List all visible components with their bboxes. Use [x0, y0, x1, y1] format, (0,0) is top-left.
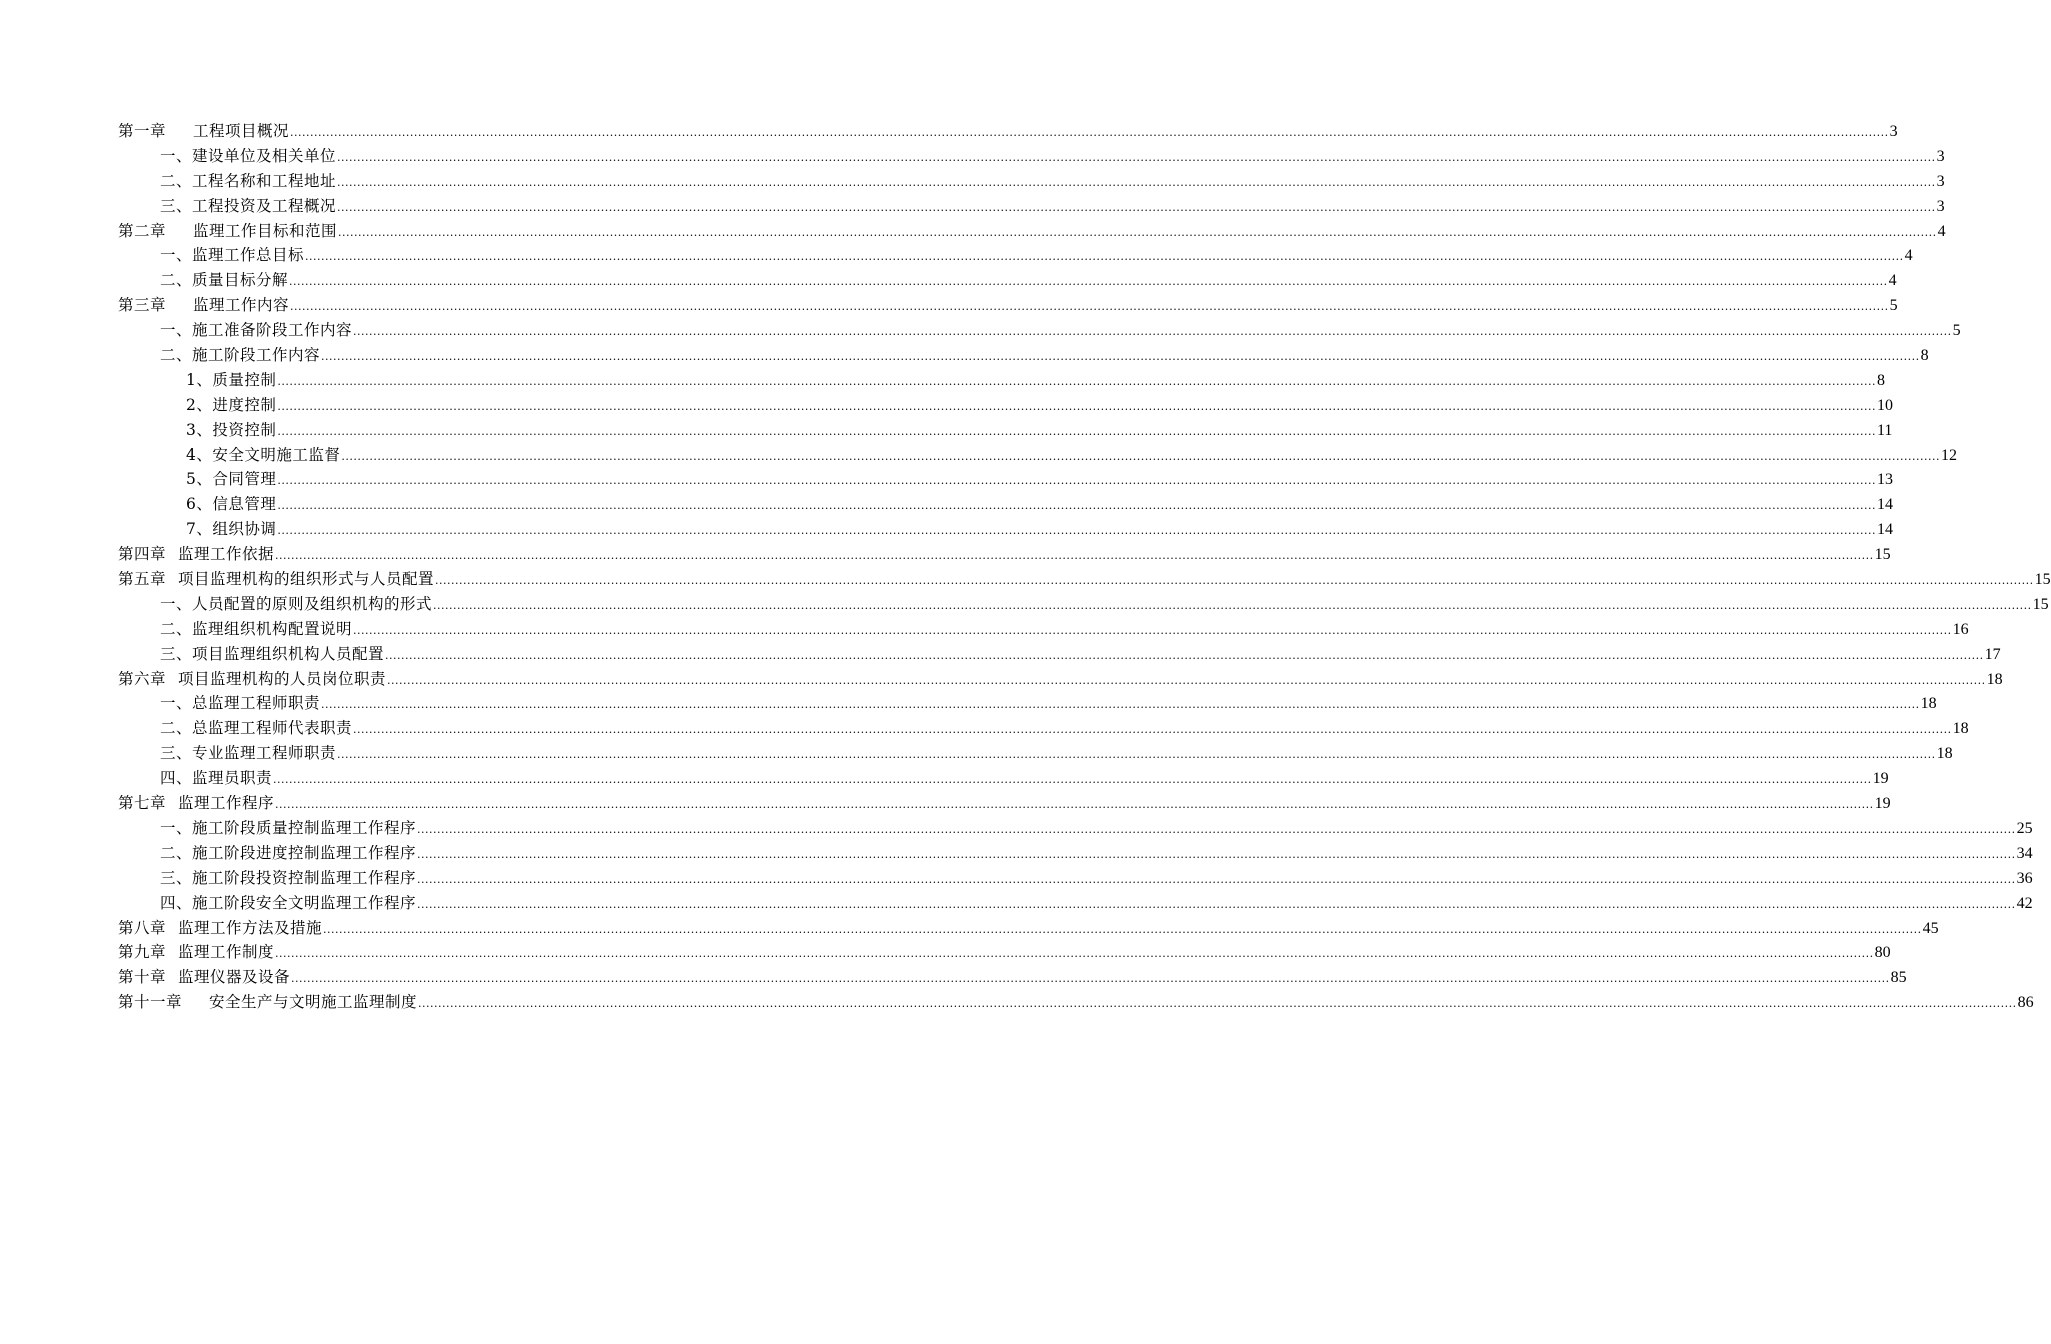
toc-entry[interactable]: [118, 368, 1886, 393]
toc-dot-leader: ................................................................................................................................................................................................................................................................................................................................................................................................................: [289, 275, 1888, 289]
toc-page-number: 85: [1890, 969, 1907, 987]
toc-page-number: 8: [1877, 371, 1886, 389]
toc-dot-leader: ................................................................................................................................................................................................................................................................................................................................................................................................................: [277, 399, 1877, 413]
toc-chapter-number: 第二章: [118, 221, 167, 240]
toc-entry-title: 3、投资控制: [186, 420, 277, 439]
toc-entry[interactable]: [118, 617, 1969, 642]
toc-dot-leader: ................................................................................................................................................................................................................................................................................................................................................................................................................: [387, 673, 1986, 687]
toc-entry[interactable]: [118, 791, 1891, 816]
toc-dot-leader: ................................................................................................................................................................................................................................................................................................................................................................................................................: [417, 847, 2016, 861]
toc-dot-leader: ................................................................................................................................................................................................................................................................................................................................................................................................................: [418, 997, 2017, 1011]
toc-page-number: 15: [2034, 571, 2051, 589]
toc-dot-leader: ................................................................................................................................................................................................................................................................................................................................................................................................................: [321, 350, 1920, 364]
toc-entry[interactable]: [118, 443, 1958, 468]
toc-entry-title: 监理仪器及设备: [178, 968, 291, 987]
toc-chapter-number: 第三章: [118, 296, 167, 315]
toc-page-number: 4: [1937, 222, 1946, 240]
toc-page-number: 18: [1952, 720, 1969, 738]
toc-chapter-number: 第五章: [118, 570, 167, 589]
toc-chapter-number: 第九章: [118, 943, 167, 962]
toc-dot-leader: ................................................................................................................................................................................................................................................................................................................................................................................................................: [417, 822, 2016, 836]
toc-entry[interactable]: [118, 517, 1894, 542]
toc-page-number: 45: [1922, 919, 1939, 937]
toc-page-number: 3: [1889, 123, 1898, 140]
toc-page-number: 13: [1877, 471, 1894, 489]
toc-entry[interactable]: [118, 592, 2049, 617]
toc-page-number: 19: [1874, 795, 1891, 813]
toc-page-number: 86: [2017, 994, 2034, 1012]
toc-entry[interactable]: [118, 691, 1937, 716]
toc-dot-leader: ................................................................................................................................................................................................................................................................................................................................................................................................................: [277, 474, 1877, 488]
toc-chapter-number: 第一章: [118, 122, 167, 140]
toc-entry[interactable]: [118, 990, 2034, 1015]
toc-entry-title: 监理工作目标和范围: [193, 221, 338, 240]
toc-entry[interactable]: [118, 169, 1945, 194]
toc-entry-title: 一、建设单位及相关单位: [160, 146, 337, 165]
toc-entry[interactable]: [118, 891, 2033, 916]
toc-dot-leader: ................................................................................................................................................................................................................................................................................................................................................................................................................: [435, 574, 2034, 588]
toc-dot-leader: ................................................................................................................................................................................................................................................................................................................................................................................................................: [341, 449, 1941, 463]
toc-dot-leader: ................................................................................................................................................................................................................................................................................................................................................................................................................: [321, 698, 1920, 712]
toc-entry-title: 监理工作依据: [178, 545, 275, 564]
toc-entry-title: 一、施工准备阶段工作内容: [160, 321, 353, 340]
toc-entry[interactable]: [118, 816, 2033, 841]
toc-entry-title: 5、合同管理: [186, 470, 277, 489]
toc-dot-leader: ................................................................................................................................................................................................................................................................................................................................................................................................................: [417, 897, 2016, 911]
toc-page-number: 25: [2016, 819, 2033, 837]
toc-page-number: 3: [1936, 197, 1945, 215]
toc-chapter-number: 第四章: [118, 545, 167, 564]
toc-entry-title: 三、项目监理组织机构人员配置: [160, 644, 385, 663]
toc-entry-title: 二、工程名称和工程地址: [160, 171, 337, 190]
toc-entry[interactable]: [118, 542, 1891, 567]
toc-entry-title: 监理工作程序: [178, 794, 275, 813]
toc-dot-leader: ................................................................................................................................................................................................................................................................................................................................................................................................................: [337, 175, 1936, 189]
toc-dot-leader: ................................................................................................................................................................................................................................................................................................................................................................................................................: [290, 126, 1889, 139]
toc-dot-leader: ................................................................................................................................................................................................................................................................................................................................................................................................................: [385, 648, 1984, 662]
toc-entry[interactable]: [118, 268, 1897, 293]
toc-page-number: 34: [2016, 844, 2033, 862]
toc-entry-title: 项目监理机构的组织形式与人员配置: [178, 570, 435, 589]
toc-entry[interactable]: [118, 716, 1969, 741]
toc-page-number: 36: [2016, 869, 2033, 887]
toc-entry-title: 监理工作方法及措施: [178, 918, 323, 937]
toc-page-number: 8: [1920, 347, 1929, 365]
toc-dot-leader: ................................................................................................................................................................................................................................................................................................................................................................................................................: [417, 872, 2016, 886]
toc-dot-leader: ................................................................................................................................................................................................................................................................................................................................................................................................................: [337, 150, 1936, 164]
toc-page-number: 18: [1936, 745, 1953, 763]
toc-page-number: 18: [1986, 670, 2003, 688]
toc-chapter-number: 第十一章: [118, 993, 183, 1012]
toc-entry-title: 四、监理员职责: [160, 769, 273, 788]
toc-entry[interactable]: [118, 667, 2003, 692]
toc-entry[interactable]: [118, 567, 2051, 592]
toc-dot-leader: ................................................................................................................................................................................................................................................................................................................................................................................................................: [290, 300, 1889, 314]
toc-entry[interactable]: [118, 965, 1907, 990]
toc-dot-leader: ................................................................................................................................................................................................................................................................................................................................................................................................................: [353, 325, 1952, 339]
toc-entry-title: 二、总监理工程师代表职责: [160, 719, 353, 738]
toc-entry[interactable]: [118, 467, 1894, 492]
toc-dot-leader: ................................................................................................................................................................................................................................................................................................................................................................................................................: [323, 922, 1922, 936]
toc-entry[interactable]: [118, 642, 2001, 667]
toc-dot-leader: ................................................................................................................................................................................................................................................................................................................................................................................................................: [275, 798, 1874, 812]
toc-entry[interactable]: [118, 418, 1893, 443]
toc-entry[interactable]: [118, 318, 1961, 343]
toc-chapter-number: 第十章: [118, 968, 167, 987]
toc-entry[interactable]: [118, 741, 1953, 766]
toc-entry-title: 二、施工阶段进度控制监理工作程序: [160, 843, 417, 862]
toc-entry-title: 7、组织协调: [186, 520, 277, 539]
toc-entry[interactable]: [118, 144, 1945, 169]
toc-entry-title: 四、施工阶段安全文明监理工作程序: [160, 893, 417, 912]
toc-dot-leader: ................................................................................................................................................................................................................................................................................................................................................................................................................: [291, 972, 1890, 986]
toc-chapter-number: 第六章: [118, 669, 167, 688]
toc-entry-title: 2、进度控制: [186, 395, 277, 414]
toc-page-number: 12: [1941, 446, 1958, 464]
toc-dot-leader: ................................................................................................................................................................................................................................................................................................................................................................................................................: [277, 424, 1877, 438]
toc-page-number: 15: [1874, 546, 1891, 564]
toc-page-number: 14: [1877, 521, 1894, 539]
toc-entry[interactable]: [118, 393, 1894, 418]
toc-page-number: 3: [1936, 147, 1945, 165]
toc-entry-title: 安全生产与文明施工监理制度: [209, 993, 418, 1012]
toc-entry-title: 二、施工阶段工作内容: [160, 346, 321, 365]
toc-entry-title: 6、信息管理: [186, 495, 277, 514]
toc-dot-leader: ................................................................................................................................................................................................................................................................................................................................................................................................................: [305, 250, 1904, 264]
toc-page-number: 10: [1877, 396, 1894, 414]
toc-entry-title: 4、安全文明施工监督: [186, 445, 341, 464]
toc-entry[interactable]: [118, 940, 1891, 965]
toc-entry[interactable]: [118, 492, 1894, 517]
toc-page-number: 5: [1952, 322, 1961, 340]
toc-entry[interactable]: [118, 866, 2033, 891]
toc-dot-leader: ................................................................................................................................................................................................................................................................................................................................................................................................................: [353, 623, 1952, 637]
toc-entry[interactable]: [118, 841, 2033, 866]
toc-dot-leader: ................................................................................................................................................................................................................................................................................................................................................................................................................: [277, 524, 1877, 538]
toc-dot-leader: ................................................................................................................................................................................................................................................................................................................................................................................................................: [273, 773, 1872, 787]
table-of-contents: [118, 119, 2051, 1015]
toc-dot-leader: ................................................................................................................................................................................................................................................................................................................................................................................................................: [337, 748, 1936, 762]
toc-entry-title: 项目监理机构的人员岗位职责: [178, 669, 387, 688]
toc-entry-title: 1、质量控制: [186, 370, 277, 389]
toc-entry-title: 监理工作制度: [178, 943, 275, 962]
toc-entry-title: 一、监理工作总目标: [160, 246, 305, 265]
toc-entry-title: 监理工作内容: [193, 296, 290, 315]
toc-entry-title: 工程项目概况: [193, 122, 290, 140]
toc-dot-leader: ................................................................................................................................................................................................................................................................................................................................................................................................................: [275, 549, 1874, 563]
toc-page-number: 5: [1889, 297, 1898, 315]
toc-page-number: 17: [1984, 645, 2001, 663]
toc-entry[interactable]: [118, 119, 1898, 144]
toc-page-number: 18: [1920, 695, 1937, 713]
toc-entry-title: 二、质量目标分解: [160, 271, 289, 290]
toc-entry[interactable]: [118, 293, 1898, 318]
toc-entry[interactable]: [118, 194, 1945, 219]
toc-page-number: 14: [1877, 496, 1894, 514]
toc-page-number: 16: [1952, 620, 1969, 638]
toc-page-number: 80: [1874, 944, 1891, 962]
toc-entry[interactable]: [118, 343, 1929, 368]
toc-dot-leader: ................................................................................................................................................................................................................................................................................................................................................................................................................: [277, 499, 1877, 513]
toc-entry-title: 一、施工阶段质量控制监理工作程序: [160, 818, 417, 837]
toc-dot-leader: ................................................................................................................................................................................................................................................................................................................................................................................................................: [353, 723, 1952, 737]
toc-entry-title: 一、总监理工程师职责: [160, 694, 321, 713]
toc-page-number: 3: [1936, 172, 1945, 190]
toc-entry-title: 一、人员配置的原则及组织机构的形式: [160, 594, 433, 613]
toc-entry-title: 三、专业监理工程师职责: [160, 744, 337, 763]
toc-page-number: 42: [2016, 894, 2033, 912]
toc-entry-title: 三、工程投资及工程概况: [160, 196, 337, 215]
toc-page-number: 4: [1888, 272, 1897, 290]
toc-entry-title: 二、监理组织机构配置说明: [160, 619, 353, 638]
toc-entry-title: 三、施工阶段投资控制监理工作程序: [160, 868, 417, 887]
toc-page-number: 19: [1872, 770, 1889, 788]
toc-chapter-number: 第八章: [118, 918, 167, 937]
toc-chapter-number: 第七章: [118, 794, 167, 813]
toc-dot-leader: ................................................................................................................................................................................................................................................................................................................................................................................................................: [277, 374, 1877, 388]
toc-dot-leader: ................................................................................................................................................................................................................................................................................................................................................................................................................: [337, 200, 1936, 214]
toc-page-number: 11: [1877, 421, 1893, 439]
toc-page-number: 15: [2032, 595, 2049, 613]
toc-page-number: 4: [1904, 247, 1913, 265]
toc-dot-leader: ................................................................................................................................................................................................................................................................................................................................................................................................................: [338, 225, 1937, 239]
toc-dot-leader: ................................................................................................................................................................................................................................................................................................................................................................................................................: [275, 947, 1874, 961]
toc-entry[interactable]: [118, 219, 1946, 244]
toc-entry[interactable]: [118, 766, 1889, 791]
toc-entry[interactable]: [118, 916, 1939, 941]
toc-dot-leader: ................................................................................................................................................................................................................................................................................................................................................................................................................: [433, 598, 2032, 612]
toc-entry[interactable]: [118, 243, 1913, 268]
